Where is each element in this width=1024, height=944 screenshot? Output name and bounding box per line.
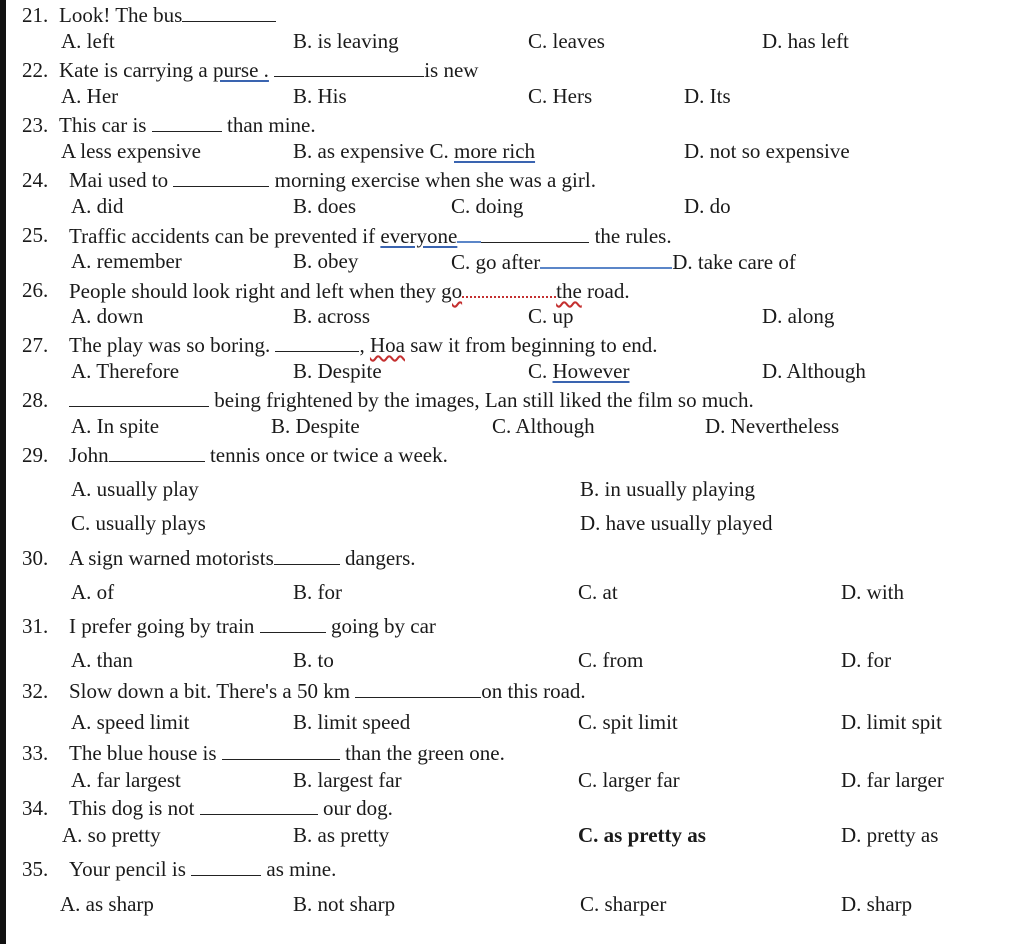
option-d[interactable]: D. for: [841, 648, 892, 672]
question-stem: [69, 614, 436, 638]
option-d[interactable]: D. Its: [684, 84, 731, 108]
stem-text-post: dangers.: [345, 546, 416, 570]
answer-blank[interactable]: [109, 443, 205, 462]
option-a[interactable]: A. usually play: [71, 477, 199, 501]
stem-text-post: the rules.: [594, 224, 672, 248]
question-number: 32.: [22, 679, 49, 703]
option-d[interactable]: D. have usually played: [580, 511, 773, 535]
option-b[interactable]: B. Despite: [271, 414, 360, 438]
option-a[interactable]: A. Therefore: [71, 359, 180, 383]
option-b-c[interactable]: [293, 139, 535, 163]
stem-text-post: being frightened by the images, Lan still liked the film so much.: [214, 388, 754, 412]
stem-text-post: road.: [587, 279, 630, 303]
option-b[interactable]: B. for: [293, 580, 342, 604]
stem-text: Look! The bus: [59, 3, 183, 27]
question-stem: [69, 168, 596, 192]
option-b[interactable]: B. not sharp: [293, 892, 396, 916]
option-b[interactable]: B. in usually playing: [580, 477, 755, 501]
question-stem: [69, 679, 586, 703]
answer-blank[interactable]: [182, 3, 276, 22]
answer-blank[interactable]: [173, 168, 269, 187]
option-b[interactable]: B. is leaving: [293, 29, 399, 53]
option-d[interactable]: D. along: [762, 304, 835, 328]
stem-text-post: our dog.: [322, 796, 393, 820]
option-c[interactable]: C. Although: [492, 414, 595, 438]
option-b[interactable]: B. largest far: [293, 768, 402, 792]
answer-blank[interactable]: [200, 796, 318, 815]
question-stem: [69, 546, 416, 570]
question-stem: [59, 113, 316, 137]
stem-text: The blue house is: [69, 741, 217, 765]
option-d[interactable]: D. with: [841, 580, 904, 604]
option-b[interactable]: B. His: [293, 84, 347, 108]
option-d[interactable]: D. do: [684, 194, 731, 218]
option-c-wrap[interactable]: [528, 359, 629, 383]
grammar-underlined-word: everyone: [380, 224, 458, 248]
option-a[interactable]: A. of: [71, 580, 115, 604]
question-number: 35.: [22, 857, 49, 881]
stem-text-post: is new: [424, 58, 479, 82]
option-b[interactable]: B. as expensive: [293, 139, 425, 163]
question-stem: [69, 857, 336, 881]
stem-text-post: as mine.: [266, 857, 337, 881]
question-stem: [69, 443, 448, 467]
option-c[interactable]: C. up: [528, 304, 574, 328]
answer-blank[interactable]: [462, 278, 556, 298]
answer-blank[interactable]: [69, 388, 209, 407]
option-a[interactable]: A. far largest: [71, 768, 181, 792]
option-c[interactable]: C. go after: [451, 250, 541, 274]
option-c[interactable]: C. larger far: [578, 768, 680, 792]
option-a[interactable]: A. than: [71, 648, 133, 672]
stem-text: Kate is carrying a: [59, 58, 208, 82]
stem-text-post: than mine.: [226, 113, 316, 137]
question-stem: [69, 223, 672, 248]
stem-text: The play was so boring.: [69, 333, 271, 357]
option-d[interactable]: D. pretty as: [841, 823, 939, 847]
option-a[interactable]: A. so pretty: [62, 823, 161, 847]
option-a[interactable]: A. down: [71, 304, 144, 328]
stem-text: Traffic accidents can be prevented if: [69, 224, 376, 248]
spelling-underlined-word: Hoa: [369, 333, 405, 357]
answer-blank[interactable]: [222, 741, 340, 760]
answer-blank[interactable]: [355, 679, 481, 698]
stem-text-post: tennis once or twice a week.: [209, 443, 448, 467]
option-c-wrap[interactable]: [451, 249, 796, 274]
option-c[interactable]: more rich: [454, 139, 536, 163]
option-a[interactable]: A less expensive: [61, 139, 201, 163]
spelling-underlined-word: go: [441, 279, 463, 303]
stem-text: John: [69, 443, 109, 467]
answer-blank[interactable]: [191, 857, 261, 876]
option-c-letter: C.: [528, 359, 548, 383]
question-number: 31.: [22, 614, 49, 638]
option-c[interactable]: C. at: [578, 580, 618, 604]
question-number: 33.: [22, 741, 49, 765]
option-c-letter: C.: [429, 139, 449, 163]
option-a[interactable]: A. did: [71, 194, 124, 218]
stem-text: Mai used to: [69, 168, 169, 192]
question-stem: [69, 796, 393, 820]
question-number: 30.: [22, 546, 49, 570]
answer-blank[interactable]: [152, 113, 222, 132]
option-c[interactable]: C. doing: [451, 194, 524, 218]
spelling-underlined-word: the: [556, 279, 582, 303]
answer-blank[interactable]: [274, 58, 424, 77]
grammar-underline: [540, 249, 672, 269]
stem-comma: ,: [359, 333, 365, 357]
option-b[interactable]: B. to: [293, 648, 334, 672]
option-a[interactable]: A. Her: [61, 84, 119, 108]
stem-text: A sign warned motorists: [69, 546, 274, 570]
grammar-underlined-word: purse .: [212, 58, 269, 82]
option-b[interactable]: B. across: [293, 304, 370, 328]
option-b[interactable]: B. as pretty: [293, 823, 390, 847]
option-b[interactable]: B. obey: [293, 249, 359, 273]
option-c[interactable]: C. Hers: [528, 84, 593, 108]
question-number: 25.: [22, 223, 49, 247]
option-c[interactable]: C. usually plays: [71, 511, 206, 535]
question-stem: [69, 278, 630, 303]
option-a[interactable]: A. In spite: [71, 414, 160, 438]
stem-text-post: saw it from beginning to end.: [410, 333, 658, 357]
question-stem: [69, 333, 658, 357]
answer-blank[interactable]: [481, 224, 589, 243]
question-number: 23.: [22, 113, 49, 137]
question-stem: [69, 741, 505, 765]
answer-blank[interactable]: [275, 333, 359, 352]
stem-text: I prefer going by train: [69, 614, 255, 638]
option-c[interactable]: C. as pretty as: [578, 823, 706, 847]
question-stem: [59, 58, 478, 82]
question-stem: [69, 388, 754, 412]
stem-text: People should look right and left when they: [69, 279, 436, 303]
stem-text: Slow down a bit. There's a 50 km: [69, 679, 351, 703]
stem-text: This car is: [59, 113, 147, 137]
option-b[interactable]: B. Despite: [293, 359, 382, 383]
page-edge-bar: [0, 0, 6, 944]
stem-text: Your pencil is: [69, 857, 186, 881]
option-b[interactable]: B. does: [293, 194, 356, 218]
stem-text-post: morning exercise when she was a girl.: [274, 168, 596, 192]
question-number: 26.: [22, 278, 49, 302]
option-d[interactable]: D. sharp: [841, 892, 913, 916]
stem-text-post: than the green one.: [345, 741, 505, 765]
question-number: 21.: [22, 3, 49, 27]
option-d[interactable]: D. not so expensive: [684, 139, 850, 163]
question-number: 34.: [22, 796, 49, 820]
question-number: 28.: [22, 388, 49, 412]
option-c[interactable]: C. spit limit: [578, 710, 678, 734]
stem-text-post: on this road.: [481, 679, 586, 703]
stem-text: This dog is not: [69, 796, 195, 820]
option-a[interactable]: A. left: [61, 29, 115, 53]
answer-blank[interactable]: [260, 614, 326, 633]
option-d[interactable]: D. take care of: [672, 250, 796, 274]
option-a[interactable]: A. remember: [71, 249, 182, 273]
option-d[interactable]: D. far larger: [841, 768, 944, 792]
option-a[interactable]: A. speed limit: [71, 710, 190, 734]
option-c[interactable]: C. sharper: [580, 892, 667, 916]
question-number: 24.: [22, 168, 49, 192]
question-number: 27.: [22, 333, 49, 357]
question-number: 22.: [22, 58, 49, 82]
option-a[interactable]: A. as sharp: [60, 892, 154, 916]
option-d[interactable]: D. has left: [762, 29, 849, 53]
question-stem: [59, 3, 276, 27]
answer-blank[interactable]: [274, 546, 340, 565]
option-d[interactable]: D. Although: [762, 359, 866, 383]
option-b[interactable]: B. limit speed: [293, 710, 411, 734]
grammar-underline: [457, 223, 481, 243]
question-number: 29.: [22, 443, 49, 467]
option-d[interactable]: D. limit spit: [841, 710, 942, 734]
option-c[interactable]: However: [552, 359, 630, 383]
option-d[interactable]: D. Nevertheless: [705, 414, 840, 438]
option-c[interactable]: C. from: [578, 648, 644, 672]
option-c[interactable]: C. leaves: [528, 29, 605, 53]
stem-text-post: going by car: [330, 614, 436, 638]
